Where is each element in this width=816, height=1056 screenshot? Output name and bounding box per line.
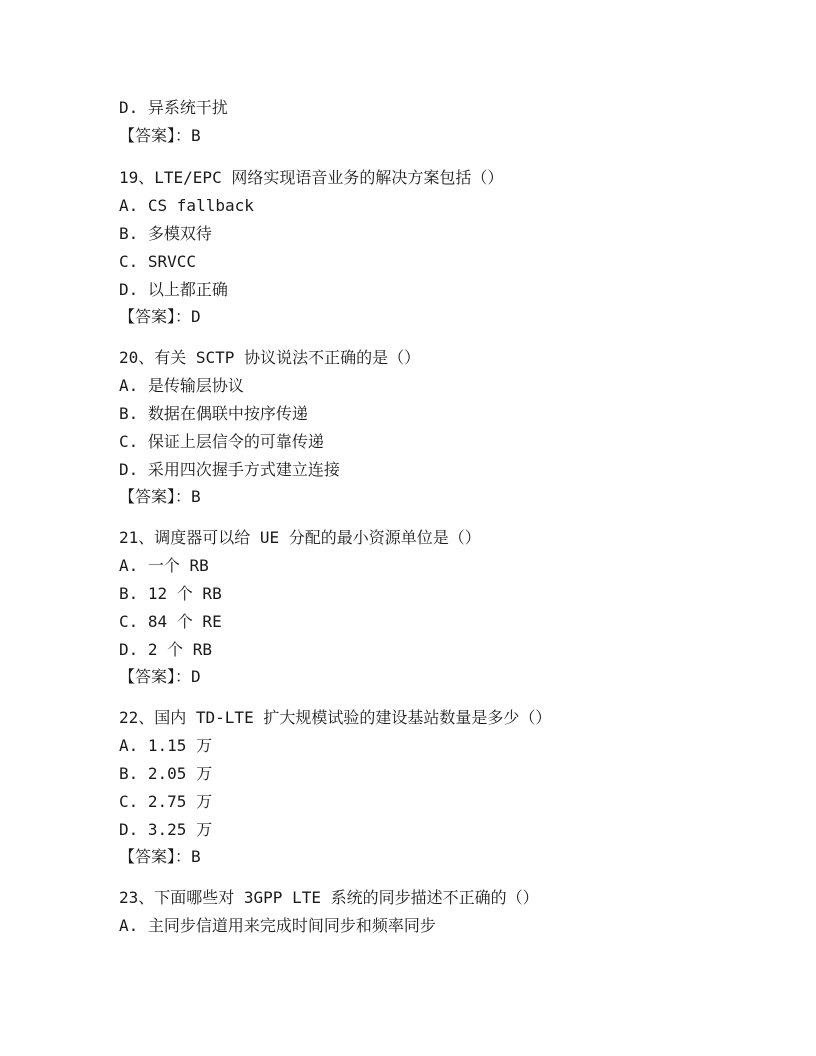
- option-line: C. SRVCC: [119, 252, 197, 271]
- answer-line: 【答案】：D: [119, 307, 201, 326]
- option-line: D. 以上都正确: [119, 280, 228, 299]
- option-line: D. 3.25 万: [119, 820, 213, 839]
- question-title: 20、有关 SCTP 协议说法不正确的是（）: [119, 348, 421, 367]
- question-title: 22、国内 TD-LTE 扩大规模试验的建设基站数量是多少（）: [119, 708, 552, 727]
- option-line: B. 数据在偶联中按序传递: [119, 404, 308, 423]
- option-line: B. 2.05 万: [119, 764, 213, 783]
- option-line: C. 2.75 万: [119, 792, 213, 811]
- option-line: D. 2 个 RB: [119, 640, 213, 659]
- option-line: D. 采用四次握手方式建立连接: [119, 460, 340, 479]
- option-line: C. 保证上层信令的可靠传递: [119, 432, 324, 451]
- answer-line: 【答案】：B: [119, 126, 201, 145]
- option-line: A. CS fallback: [119, 196, 254, 215]
- option-line: A. 主同步信道用来完成时间同步和频率同步: [119, 916, 436, 935]
- answer-line: 【答案】：B: [119, 487, 201, 506]
- option-line: A. 是传输层协议: [119, 376, 244, 395]
- answer-line: 【答案】：D: [119, 667, 201, 686]
- question-title: 21、调度器可以给 UE 分配的最小资源单位是（）: [119, 528, 481, 547]
- option-line: C. 84 个 RE: [119, 612, 222, 631]
- option-line: A. 一个 RB: [119, 556, 209, 575]
- option-line: B. 12 个 RB: [119, 584, 222, 603]
- question-title: 19、LTE/EPC 网络实现语音业务的解决方案包括（）: [119, 168, 504, 187]
- option-line: D. 异系统干扰: [119, 98, 228, 117]
- option-line: B. 多模双待: [119, 224, 212, 243]
- question-title: 23、下面哪些对 3GPP LTE 系统的同步描述不正确的（）: [119, 888, 539, 907]
- answer-line: 【答案】：B: [119, 847, 201, 866]
- option-line: A. 1.15 万: [119, 736, 213, 755]
